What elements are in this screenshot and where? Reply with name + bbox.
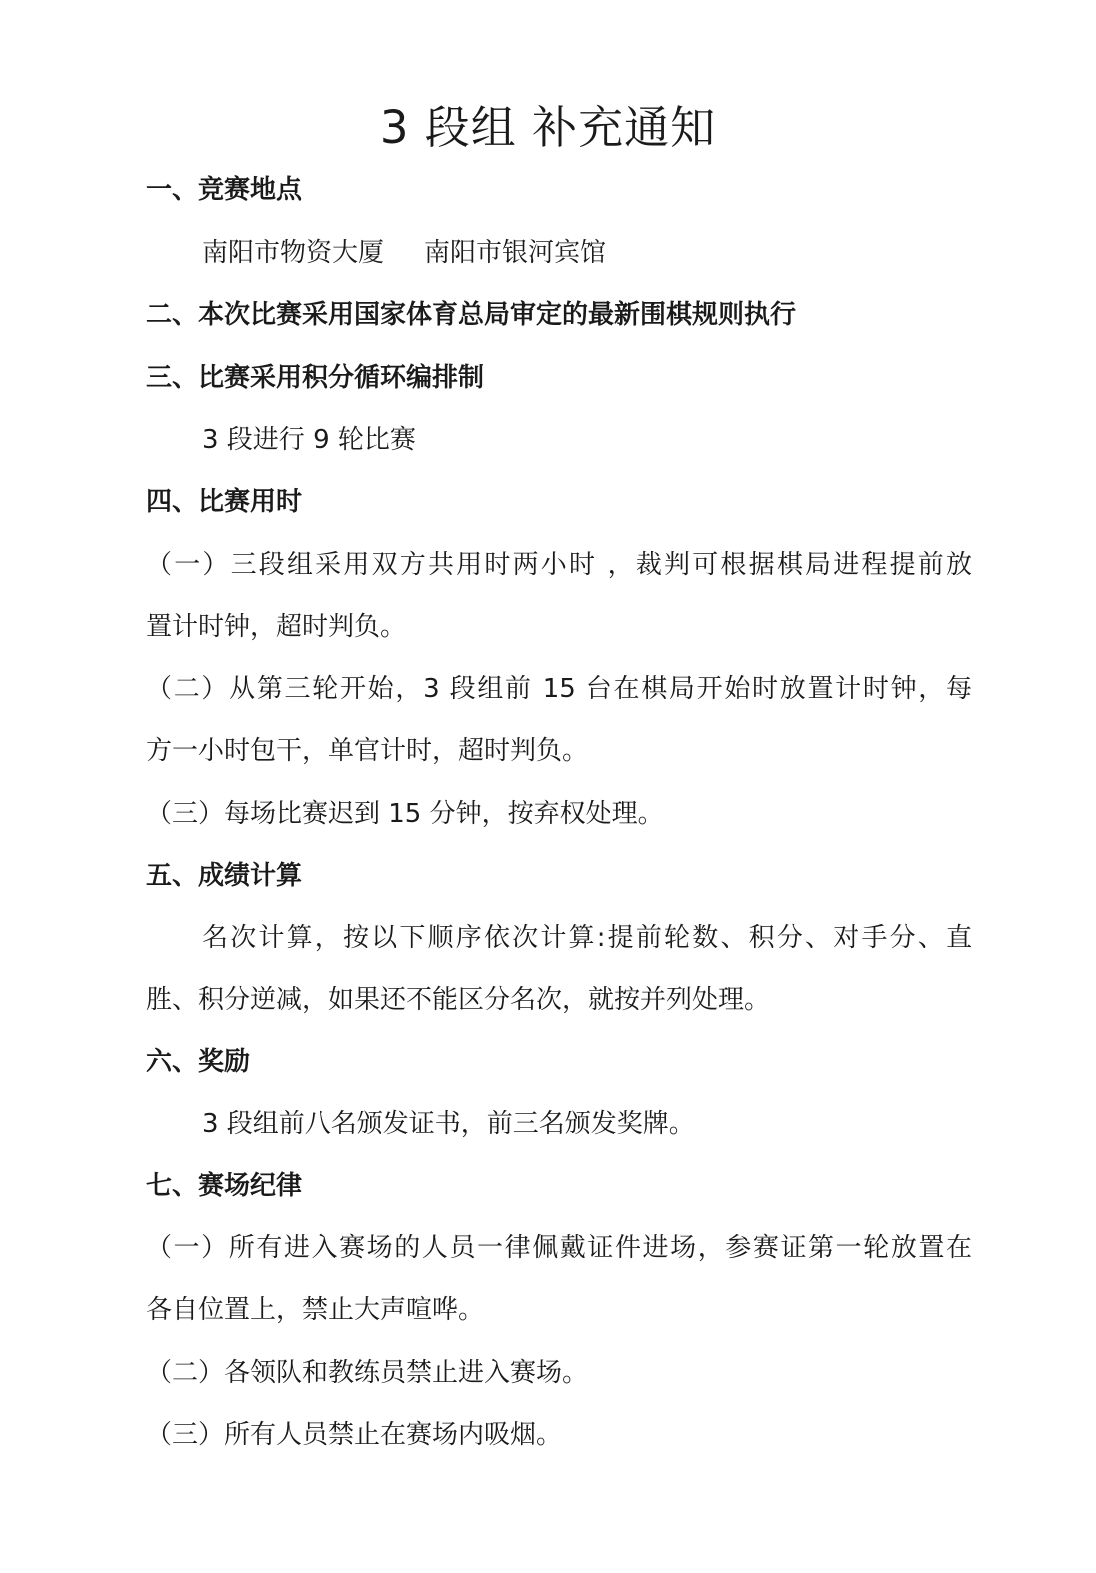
- venue-item: 南阳市银河宾馆: [424, 238, 607, 268]
- discipline-rule-1-line2: 各自位置上，禁止大声喧哗。: [146, 1295, 485, 1325]
- section-heading-rules: 二、本次比赛采用国家体育总局审定的最新围棋规则执行: [146, 300, 797, 330]
- scoring-text-line2: 胜、积分逆减，如果还不能区分名次，就按并列处理。: [146, 985, 771, 1015]
- document-title: 3 段组 补充通知: [379, 101, 717, 154]
- scoring-text-line1: 名次计算，按以下顺序依次计算:提前轮数、积分、对手分、直: [202, 923, 972, 953]
- time-rule-3: （三）每场比赛迟到 15 分钟，按弃权处理。: [146, 799, 664, 829]
- time-rule-2-line1: （二）从第三轮开始，3 段组前 15 台在棋局开始时放置计时钟，每: [146, 674, 972, 704]
- time-rule-1-line1: （一）三段组采用双方共用时两小时 ，裁判可根据棋局进程提前放: [146, 550, 972, 580]
- discipline-rule-2: （二）各领队和教练员禁止进入赛场。: [146, 1358, 589, 1388]
- section-heading-scoring: 五、成绩计算: [146, 861, 303, 891]
- section-heading-venue: 一、竞赛地点: [146, 175, 303, 205]
- section-heading-system: 三、比赛采用积分循环编排制: [146, 363, 485, 393]
- section-text-rounds: 3 段进行 9 轮比赛: [202, 425, 416, 455]
- section-heading-awards: 六、奖励: [146, 1047, 251, 1077]
- discipline-rule-1-line1: （一）所有进入赛场的人员一律佩戴证件进场，参赛证第一轮放置在: [146, 1233, 972, 1263]
- time-rule-1-line2: 置计时钟，超时判负。: [146, 612, 407, 642]
- awards-text: 3 段组前八名颁发证书，前三名颁发奖牌。: [202, 1109, 695, 1139]
- venue-item: 南阳市物资大厦: [202, 238, 385, 268]
- section-heading-time: 四、比赛用时: [146, 487, 303, 517]
- discipline-rule-3: （三）所有人员禁止在赛场内吸烟。: [146, 1420, 563, 1450]
- time-rule-2-line2: 方一小时包干，单官计时，超时判负。: [146, 736, 589, 766]
- section-heading-discipline: 七、赛场纪律: [146, 1171, 303, 1201]
- venue-list: [202, 233, 1032, 273]
